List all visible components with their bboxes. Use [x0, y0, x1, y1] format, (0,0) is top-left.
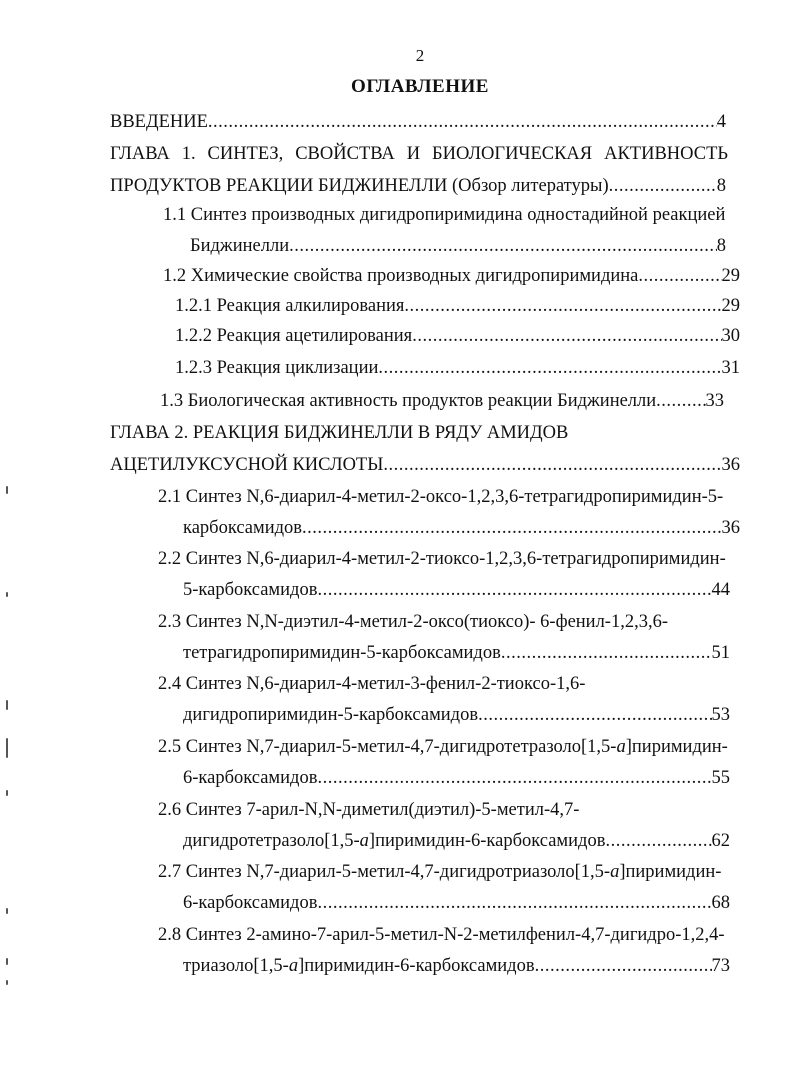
- dot-leader: [535, 952, 712, 980]
- toc-entry-chapter-2: [110, 451, 740, 479]
- toc-page-number: 29: [721, 296, 740, 316]
- toc-page-number: 68: [711, 893, 730, 913]
- toc-entry-1-2: [163, 262, 740, 290]
- toc-chapter-2-heading: ГЛАВА 2. РЕАКЦИЯ БИДЖИНЕЛЛИ В РЯДУ АМИДОВ: [110, 423, 569, 443]
- toc-entry-text: [183, 952, 535, 980]
- toc-entry-text: 5-карбоксамидов: [183, 580, 318, 600]
- toc-entry-1-3: [160, 387, 724, 415]
- word: СИНТЕЗ,: [207, 144, 284, 164]
- toc-entry-2-8-line1: 2.8 Синтез 2-амино-7-арил-5-метил-N-2-метилфенил-4,7-дигидро-1,2,4-: [158, 925, 725, 945]
- dot-leader: [605, 827, 711, 855]
- word: АКТИВНОСТЬ: [604, 144, 728, 164]
- toc-entry-text: ПРОДУКТОВ РЕАКЦИИ БИДЖИНЕЛЛИ (Обзор литературы): [110, 176, 609, 196]
- text-part: 2.5 Синтез N,7-диарил-5-метил-4,7-дигидротетразоло[1,5-: [158, 737, 617, 757]
- text-part: ]пиримидин-: [619, 862, 722, 882]
- toc-entry-text: Биджинелли: [190, 236, 290, 256]
- dot-leader: [289, 232, 717, 260]
- scan-mark: [6, 980, 8, 985]
- word: СВОЙСТВА: [295, 144, 395, 164]
- toc-entry-intro: [110, 108, 726, 136]
- dot-leader: [478, 701, 711, 729]
- text-part: 2.7 Синтез N,7-диарил-5-метил-4,7-дигидротриазоло[1,5-: [158, 862, 611, 882]
- italic-letter: a: [359, 831, 369, 851]
- toc-page-number: 36: [721, 518, 740, 538]
- toc-entry-2-5: [183, 764, 730, 792]
- toc-entry-text: [183, 827, 605, 855]
- toc-page-number: 51: [711, 643, 730, 663]
- toc-entry-text: 6-карбоксамидов: [183, 768, 318, 788]
- italic-letter: a: [616, 737, 626, 757]
- text-part: ]пиримидин-6-карбоксамидов: [298, 956, 535, 976]
- word: И: [406, 144, 421, 164]
- toc-entry-2-8: [183, 952, 730, 980]
- toc-entry-text: 1.2 Химические свойства производных дигидропиримидина: [163, 266, 639, 286]
- toc-page-number: 33: [705, 391, 724, 411]
- toc-entry-1-2-1: [175, 292, 740, 320]
- toc-entry-2-3: [183, 639, 730, 667]
- toc-entry-text: 1.2.1 Реакция алкилирования: [175, 296, 405, 316]
- toc-entry-2-4-line1: 2.4 Синтез N,6-диарил-4-метил-3-фенил-2-тиоксо-1,6-: [158, 674, 586, 694]
- toc-entry-text: 1.2.2 Реакция ацетилирования: [175, 326, 413, 346]
- toc-entry-1-1-line1: 1.1 Синтез производных дигидропиримидина одностадийной реакцией: [163, 205, 726, 225]
- toc-page-number: 8: [716, 176, 726, 196]
- italic-letter: a: [610, 862, 620, 882]
- toc-entry-2-7-line1: [158, 858, 721, 886]
- toc-entry-2-4: [183, 701, 730, 729]
- text-part: ]пиримидин-: [625, 737, 728, 757]
- toc-entry-text: карбоксамидов: [183, 518, 303, 538]
- scan-mark: [6, 958, 8, 965]
- text-part: дигидротетразоло[1,5-: [183, 831, 360, 851]
- toc-page-number: 44: [711, 580, 730, 600]
- toc-title: ОГЛАВЛЕНИЕ: [351, 76, 489, 97]
- toc-entry-2-3-line1: 2.3 Синтез N,N-диэтил-4-метил-2-оксо(тиоксо)- 6-фенил-1,2,3,6-: [158, 612, 669, 632]
- toc-entry-2-5-line1: [158, 733, 728, 761]
- toc-page-number: 62: [711, 831, 730, 851]
- toc-entry-2-2: [183, 576, 730, 604]
- toc-page-number: 8: [716, 236, 726, 256]
- toc-chapter-1-heading: [110, 140, 728, 168]
- toc-page-number: 31: [721, 358, 740, 378]
- scan-mark: [6, 908, 8, 914]
- dot-leader: [638, 262, 721, 290]
- toc-page-number: 55: [711, 768, 730, 788]
- word: БИОЛОГИЧЕСКАЯ: [432, 144, 593, 164]
- toc-entry-chapter-1: [110, 172, 726, 200]
- toc-entry-2-1: [183, 514, 740, 542]
- toc-entry-2-7: [183, 889, 730, 917]
- dot-leader: [378, 354, 721, 382]
- toc-page-number: 29: [721, 266, 740, 286]
- toc-entry-text: тетрагидропиримидин-5-карбоксамидов: [183, 643, 501, 663]
- word: 1.: [181, 144, 196, 164]
- italic-letter: a: [288, 956, 299, 976]
- dot-leader: [501, 639, 712, 667]
- dot-leader: [317, 764, 711, 792]
- toc-entry-1-2-2: [175, 322, 740, 350]
- dot-leader: [317, 576, 711, 604]
- toc-entry-1-2-3: [175, 354, 740, 382]
- text-part: ]пиримидин-6-карбоксамидов: [368, 831, 606, 851]
- toc-page-number: 36: [721, 455, 740, 475]
- dot-leader: [317, 889, 711, 917]
- toc-page-number: 30: [721, 326, 740, 346]
- scan-mark: [6, 790, 8, 796]
- scan-mark: [6, 592, 8, 597]
- word: ГЛАВА: [110, 144, 170, 164]
- toc-entry-1-1: [190, 232, 726, 260]
- toc-entry-2-2-line1: 2.2 Синтез N,6-диарил-4-метил-2-тиоксо-1,2,3,6-тетрагидропиримидин-: [158, 549, 726, 569]
- dot-leader: [609, 172, 717, 200]
- toc-entry-text: 1.2.3 Реакция циклизации: [175, 358, 379, 378]
- toc-entry-text: АЦЕТИЛУКСУСНОЙ КИСЛОТЫ: [110, 455, 384, 475]
- dot-leader: [656, 387, 705, 415]
- dot-leader: [383, 451, 721, 479]
- scan-mark: [6, 486, 8, 494]
- dot-leader: [404, 292, 721, 320]
- dot-leader: [208, 108, 717, 136]
- page-number: 2: [415, 46, 425, 65]
- toc-entry-text: дигидропиримидин-5-карбоксамидов: [183, 705, 479, 725]
- toc-page-number: 73: [711, 956, 730, 976]
- toc-entry-text: 6-карбоксамидов: [183, 893, 318, 913]
- dot-leader: [412, 322, 721, 350]
- toc-entry-2-1-line1: 2.1 Синтез N,6-диарил-4-метил-2-оксо-1,2,3,6-тетрагидропиримидин-5-: [158, 487, 724, 507]
- toc-entry-text: ВВЕДЕНИЕ: [110, 112, 208, 132]
- toc-entry-2-6-line1: 2.6 Синтез 7-арил-N,N-диметил(диэтил)-5-метил-4,7-: [158, 800, 580, 820]
- dot-leader: [302, 514, 721, 542]
- scan-mark: [6, 700, 8, 710]
- toc-page-number: 53: [711, 705, 730, 725]
- text-part: триазоло[1,5-: [183, 956, 289, 976]
- scan-mark: [6, 738, 8, 758]
- toc-entry-2-6: [183, 827, 730, 855]
- toc-entry-text: 1.3 Биологическая активность продуктов реакции Биджинелли: [160, 391, 657, 411]
- toc-page-number: 4: [716, 112, 726, 132]
